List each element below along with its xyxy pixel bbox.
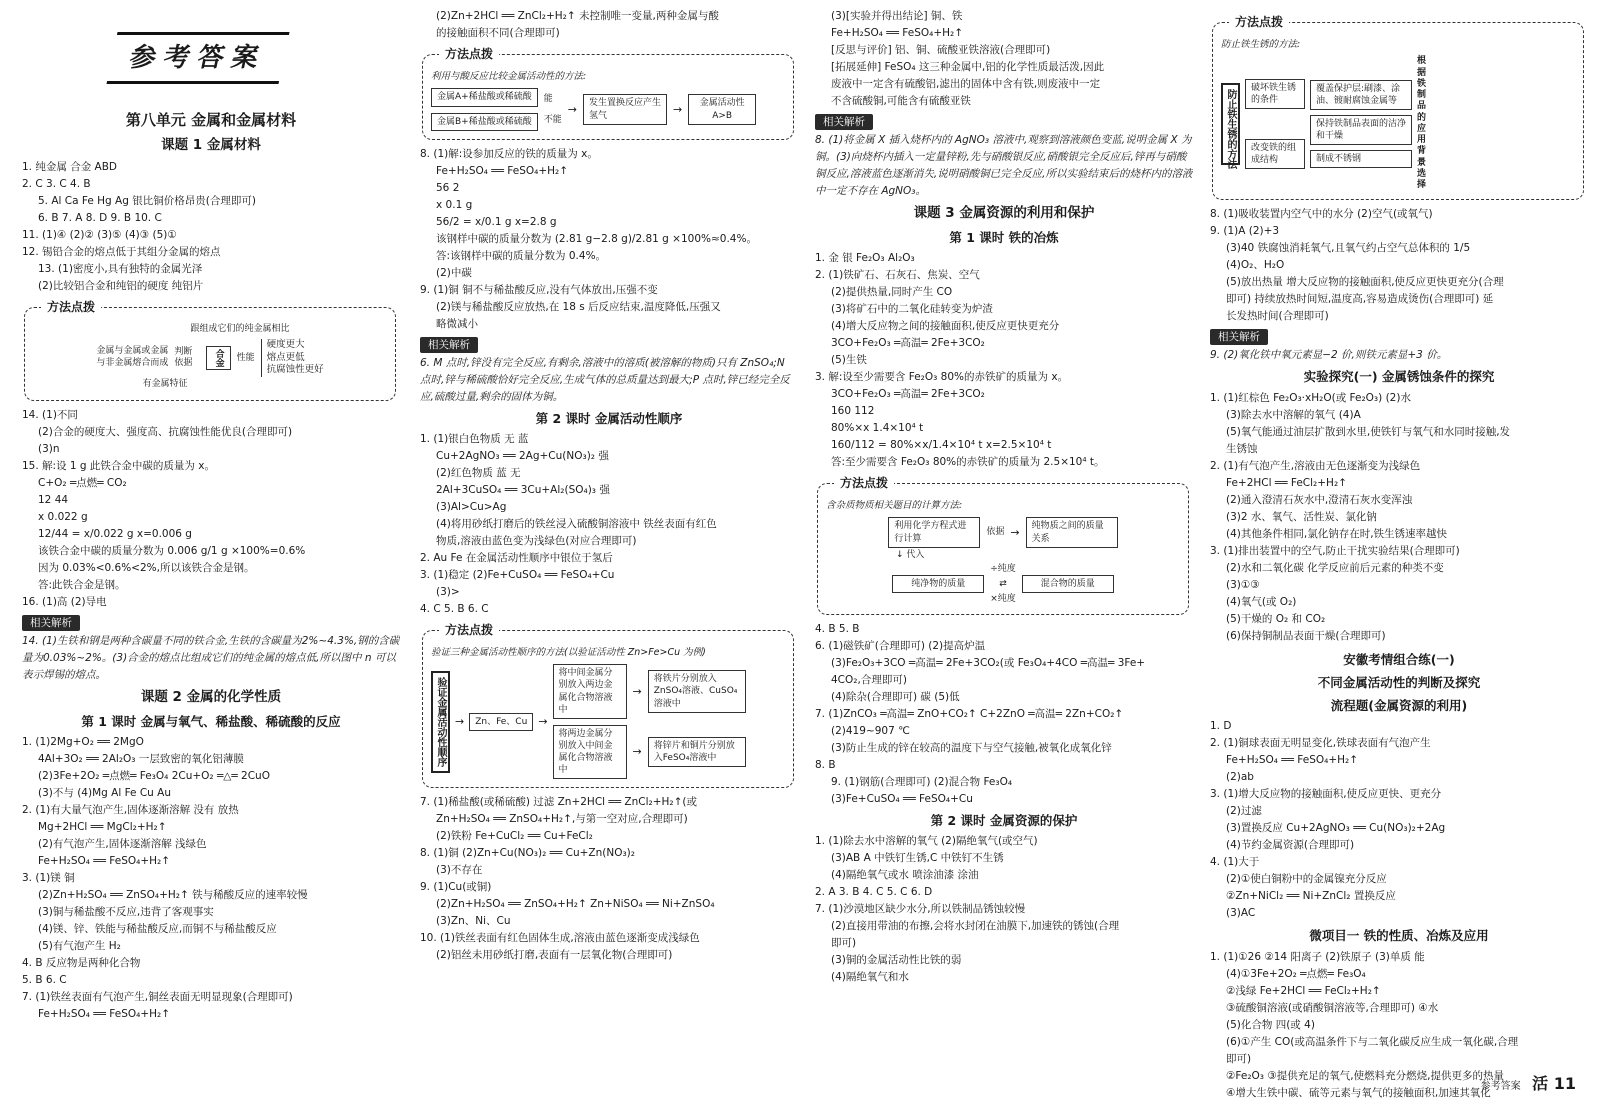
answer-line: Fe+H₂SO₄ ══ FeSO₄+H₂↑ (831, 27, 964, 39)
answer-line: (5)生铁 (831, 354, 867, 367)
answer-line: 3. (1)稳定 (2)Fe+CuSO₄ ══ FeSO₄+Cu (420, 568, 615, 581)
answer-line: (2)3Fe+2O₂ ═点燃═ Fe₃O₄ 2Cu+O₂ ═△═ 2CuO (38, 769, 270, 782)
arrow-icon: → (672, 102, 683, 116)
column-4 (1210, 8, 1588, 1098)
diagram-node: 破坏铁生锈的条件 (1245, 79, 1305, 109)
answer-line: ④增大生铁中碳、硫等元素与氧气的接触面积,加速其氧化 (1226, 1086, 1491, 1098)
answer-line: 4CO₂,合理即可) (831, 674, 907, 687)
down-arrow-icon: ↓ (896, 549, 904, 560)
answer-line: 12/44 = x/0.022 g x=0.006 g (38, 527, 192, 540)
answer-line: 6. (1)磁铁矿(合理即可) (2)提高炉温 (815, 640, 986, 653)
box-title: 方法点拨 (41, 298, 101, 316)
section-subtitle: 流程题(金属资源的利用) (1330, 698, 1468, 714)
answer-line: 4. B 反应物是两种化合物 (22, 956, 141, 969)
answer-line: (4)①3Fe+2O₂ ═点燃═ Fe₃O₄ (1226, 967, 1366, 980)
answer-line: (3)[实验并得出结论] 铜、铁 (831, 10, 963, 22)
arrow-icon: → (632, 745, 642, 759)
answer-line: [拓展延伸] FeSO₄ 这三种金属中,铝的化学性质最活泼,因此 (831, 61, 1105, 73)
answer-group (22, 407, 400, 611)
section-subtitle: 不同金属活动性的判断及探究 (1317, 674, 1481, 690)
answer-line: 即可) (1226, 1052, 1252, 1065)
answer-line: (3)铜与稀盐酸不反应,违背了客观事实 (38, 905, 214, 918)
column-1 (22, 8, 400, 1098)
answer-line: (4)节约金属资源(合理即可) (1226, 839, 1355, 852)
diagram-node: Zn、Fe、Cu (469, 713, 533, 731)
answer-line: (4)隔绝氧气和水 (831, 971, 909, 984)
diagram-node: 纯物质之间的质量关系 (1026, 517, 1118, 547)
answer-line: (4)氧气(或 O₂) (1226, 595, 1297, 608)
answer-line: (2)水和二氧化碳 化学反应前后元素的种类不变 (1226, 561, 1444, 574)
diagram-node: 金属B+稀盐酸或稀硫酸 (431, 113, 538, 131)
answer-line: Cu+2AgNO₃ ══ 2Ag+Cu(NO₃)₂ 强 (436, 449, 609, 462)
diagram-node: 制成不锈钢 (1310, 150, 1412, 168)
answer-line: 12 44 (38, 493, 69, 506)
answer-line: (4)其他条件相同,氯化钠存在时,铁生锈速率越快 (1226, 527, 1448, 540)
diagram-label: 性能 (236, 352, 255, 363)
diagram-node: 将中间金属分别放入两边金属化合物溶液中 (553, 664, 627, 719)
answer-line: 5. Al Ca Fe Hg Ag 银比铜价格昂贵(合理即可) (38, 195, 256, 208)
answer-line: 3. 解:设至少需要含 Fe₂O₃ 80%的赤铁矿的质量为 x。 (815, 371, 1069, 384)
related-analysis-tag: 相关解析 (815, 114, 873, 130)
diagram-node: 保持铁制品表面的洁净和干燥 (1310, 115, 1412, 145)
answer-line: 不含硫酸铜,可能含有硫酸亚铁 (831, 95, 971, 107)
diagram-label: 抗腐蚀性更好 (266, 364, 324, 376)
answer-line: 2. C 3. C 4. B (22, 178, 91, 191)
diagram-node: 将铁片分别放入ZnSO₄溶液、CuSO₄溶液中 (648, 670, 746, 712)
answer-group (1210, 390, 1588, 645)
answer-line: 答:至少需要含 Fe₂O₃ 80%的赤铁矿的质量为 2.5×10⁴ t。 (831, 456, 1105, 469)
answer-line: (3)Fe₂O₃+3CO ═高温═ 2Fe+3CO₂(或 Fe₃O₄+4CO ═高温═ 3Fe+ (831, 657, 1146, 670)
answer-line: 1. 纯金属 合金 ABD (22, 161, 118, 174)
answer-line: [反思与评价] 铝、铜、硫酸亚铁溶液(合理即可) (831, 44, 1051, 56)
diagram-label: 跟组成它们的纯金属相比 (190, 324, 290, 335)
answer-line: (2)合金的硬度大、强度高、抗腐蚀性能优良(合理即可) (38, 425, 293, 438)
answer-line: 5. B 6. C (22, 973, 67, 986)
arrow-icon: → (455, 714, 465, 728)
answer-line: 即可) 持续放热时间短,温度高,容易造成烫伤(合理即可) 延 (1226, 293, 1494, 306)
answer-line: 4. B 5. B (815, 623, 860, 636)
answer-line: (3)AC (1226, 907, 1256, 920)
answer-line: 16. (1)高 (2)导电 (22, 595, 107, 608)
diagram-label: 能 (543, 93, 553, 104)
answer-line: (2)①使白铜粉中的金属镍充分反应 (1226, 873, 1387, 886)
answer-line: 9. (1)Cu(或铜) (420, 881, 492, 894)
answer-line: 因为 0.03%<0.6%<2%,所以该铁合金是钢。 (38, 561, 255, 574)
method-tip-box (422, 622, 794, 789)
answer-line: Fe+H₂SO₄ ══ FeSO₄+H₂↑ (38, 854, 171, 867)
answer-line: 2. (1)铜球表面无明显变化,铁球表面有气泡产生 (1210, 737, 1431, 750)
answer-line: 2. A 3. B 4. C 5. C 6. D (815, 886, 933, 899)
answer-line: 8. (1)吸收装置内空气中的水分 (2)空气(或氧气) (1210, 208, 1433, 221)
answer-line: 2Al+3CuSO₄ ══ 3Cu+Al₂(SO₄)₃ 强 (436, 483, 610, 496)
answer-line: 11. (1)④ (2)② (3)⑤ (4)③ (5)① (22, 229, 177, 242)
answer-line: (2)Zn+2HCl ══ ZnCl₂+H₂↑ 未控制唯一变量,两种金属与酸 (436, 10, 719, 22)
answer-line: 2. Au Fe 在金属活动性顺序中银位于氢后 (420, 551, 613, 564)
answer-line: 答:该钢样中碳的质量分数为 0.4%。 (436, 249, 607, 262)
answer-line: 生锈蚀 (1226, 442, 1258, 455)
answer-line: (2)镁与稀盐酸反应放热,在 18 s 后反应结束,温度降低,压强又 (436, 300, 721, 313)
diagram-label: 金属与金属或金属 (96, 346, 169, 357)
related-analysis-tag: 相关解析 (22, 615, 80, 631)
answer-line: 7. (1)沙漠地区缺少水分,所以铁制品锈蚀较慢 (815, 903, 1026, 916)
answer-line: 略微减小 (436, 317, 478, 330)
answer-group (1210, 718, 1588, 922)
answer-line: 废液中一定含有硫酸铝,滤出的固体中含有铁,则废液中一定 (831, 78, 1101, 90)
diagram-node: 将两边金属分别放入中间金属化合物溶液中 (553, 725, 627, 780)
arrow-icon: → (632, 684, 642, 698)
answer-line: 1. (1)红棕色 Fe₂O₃·xH₂O(或 Fe₂O₃) (2)水 (1210, 391, 1411, 404)
answer-line: (6)①产生 CO(或高温条件下与二氧化碳反应生成一氧化碳,合理 (1226, 1035, 1519, 1048)
answer-line: 14. (1)不同 (22, 408, 78, 421)
answer-line: (3)> (436, 585, 460, 598)
answer-line: 13. (1)密度小,具有独特的金属光泽 (38, 263, 203, 276)
answer-line: (3)Zn、Ni、Cu (436, 915, 511, 928)
page-footer (1481, 1071, 1576, 1097)
analysis-note: 8. (1)将金属 X 插入烧杯内的 AgNO₃ 溶液中,观察到溶液颜色变蓝,说明金属 X 为铜。(3)向烧杯内插入一定量锌粉,先与硝酸银反应,硝酸银完全反应后,锌再与硝酸铜反应,溶液蓝色逐渐消失,说明硝酸铜已完全反应,所以实验结束后的烧杯内的溶液中一定不存在 AgNO₃。 (815, 134, 1193, 197)
answer-line: 4. C 5. B 6. C (420, 602, 489, 615)
diagram-label: 不能 (543, 114, 562, 125)
answer-group (420, 431, 798, 618)
section-title: 安徽考情组合练(一) (1343, 651, 1455, 667)
answer-line: (2)铝丝未用砂纸打磨,表面有一层氧化物(合理即可) (436, 949, 673, 962)
diagram-label: 硬度更大 (266, 338, 305, 350)
analysis-note: 9. (2)氧化铁中氧元素显−2 价,则铁元素显+3 价。 (1210, 349, 1448, 362)
analysis-note: 6. M 点时,锌没有完全反应,有剩余,溶液中的溶质(被溶解的物质)只有 ZnSO₄;N 点时,锌与稀硫酸恰好完全反应,生成气体的总质量达到最大;P 点时,锌已经完全反应,硫酸过量,剩余的固体为铜。 (420, 356, 790, 403)
answer-line: 9. (1)铜 铜不与稀盐酸反应,没有气体放出,压强不变 (420, 283, 658, 296)
answer-line: C+O₂ ═点燃═ CO₂ (38, 476, 127, 489)
answer-line: (3)40 铁腐蚀消耗氧气,且氧气约占空气总体积的 1/5 (1226, 242, 1471, 255)
diagram-node: 金属活动性 A>B (688, 94, 756, 124)
answer-line: (2)通入澄清石灰水中,澄清石灰水变浑浊 (1226, 493, 1413, 506)
answer-line: (2)ab (1226, 771, 1254, 784)
answer-line: (3)置换反应 Cu+2AgNO₃ ══ Cu(NO₃)₂+2Ag (1226, 822, 1446, 835)
answer-group (420, 8, 798, 42)
box-title: 方法点拨 (834, 474, 894, 492)
analysis-note: 14. (1)生铁和钢是两种含碳量不同的铁合金,生铁的含碳量为2%~4.3%,钢的含碳量为0.03%~2%。(3)合金的熔点比组成它们的纯金属的熔点低,所以图中 n 可以表示焊锡的熔点。 (22, 634, 400, 681)
diagram-node: 改变铁的组成结构 (1245, 139, 1305, 169)
answer-line: (2)红色物质 蓝 无 (436, 466, 521, 479)
answer-banner: 参考答案 (106, 32, 289, 84)
answer-line: 1. D (1210, 720, 1232, 733)
answer-line: Mg+2HCl ══ MgCl₂+H₂↑ (38, 820, 167, 833)
answer-line: 该钢样中碳的质量分数为 (2.81 g−2.8 g)/2.81 g ×100%≈0.4%。 (436, 232, 757, 245)
answer-group (420, 146, 798, 333)
answer-line: (3)2 水、氧气、活性炭、氯化钠 (1226, 510, 1377, 523)
answer-line: 7. (1)稀盐酸(或稀硫酸) 过滤 Zn+2HCl ══ ZnCl₂+H₂↑(或 (420, 796, 697, 809)
box-intro: 验证三种金属活动性顺序的方法(以验证活动性 Zn>Fe>Cu 为例) (431, 646, 706, 658)
answer-line: (3)除去水中溶解的氧气 (4)A (1226, 408, 1361, 421)
answer-line: (3)AB A 中铁钉生锈,C 中铁钉不生锈 (831, 852, 1004, 865)
answer-line: (3)Al>Cu>Ag (436, 500, 507, 513)
diagram-label: 判断依据 (174, 347, 193, 369)
period-title: 第 2 课时 金属活动性顺序 (535, 410, 683, 426)
answer-line: 160/112 = 80%×x/1.4×10⁴ t x=2.5×10⁴ t (831, 439, 1052, 452)
diagram-node: 金属A+稀盐酸或稀硫酸 (431, 88, 538, 106)
column-3 (815, 8, 1193, 1098)
answer-line: 10. (1)铁丝表面有红色固体生成,溶液由蓝色逐渐变成浅绿色 (420, 932, 700, 945)
answer-line: 3. (1)增大反应物的接触面积,使反应更快、更充分 (1210, 788, 1442, 801)
answer-group (815, 250, 1193, 471)
answer-line: Zn+H₂SO₄ ══ ZnSO₄+H₂↑,与第一空对应,合理即可) (436, 813, 688, 826)
answer-group (815, 8, 1193, 110)
answer-line: (2)有气泡产生,固体逐渐溶解 浅绿色 (38, 837, 207, 850)
diagram-node: 将锌片和铜片分别放入FeSO₄溶液中 (648, 737, 746, 767)
answer-line: (3)防止生成的锌在较高的温度下与空气接触,被氧化成氧化锌 (831, 742, 1112, 755)
answer-line: 56/2 = x/0.1 g x=2.8 g (436, 215, 557, 228)
diagram-node: 覆盖保护层:刷漆、涂油、镀耐腐蚀金属等 (1310, 80, 1412, 110)
answer-line: 1. (1)除去水中溶解的氧气 (2)隔绝氧气(或空气) (815, 835, 1038, 848)
arrow-icon: ⇄ (999, 578, 1007, 589)
diagram-node: 防止铁生锈的方法 (1221, 83, 1240, 165)
answer-line: (3)不与 (4)Mg Al Fe Cu Au (38, 786, 172, 799)
diagram-node: 发生置换反应产生氢气 (583, 94, 667, 124)
method-tip-box (24, 300, 396, 401)
answer-line: (4)O₂、H₂O (1226, 259, 1285, 272)
period-title: 第 1 课时 金属与氧气、稀盐酸、稀硫酸的反应 (81, 713, 341, 729)
answer-line: 1. (1)①26 ②14 阳离子 (2)铁原子 (3)单质 能 (1210, 950, 1425, 963)
section-title: 微项目一 铁的性质、冶炼及应用 (1309, 928, 1489, 944)
answer-line: (2)比较铝合金和纯铝的硬度 纯铝片 (38, 280, 204, 293)
answer-line: (3)Fe+CuSO₄ ══ FeSO₄+Cu (831, 793, 973, 806)
diagram-label: 与非金属熔合而成 (96, 358, 169, 369)
method-tip-box (422, 47, 794, 140)
footer-label: 参考答案 (1480, 1081, 1521, 1093)
answer-line: 3CO+Fe₂O₃ ═高温═ 2Fe+3CO₂ (831, 337, 985, 350)
answer-line: 15. 解:设 1 g 此铁合金中碳的质量为 x。 (22, 459, 215, 472)
diagram-label: ×纯度 (990, 593, 1016, 604)
answer-line: 该铁合金中碳的质量分数为 0.006 g/1 g ×100%=0.6% (38, 544, 306, 557)
answer-group (1210, 206, 1588, 325)
answer-line: (2)铁粉 Fe+CuCl₂ ══ Cu+FeCl₂ (436, 830, 593, 843)
answer-group (22, 734, 400, 1023)
answer-line: (5)氧气能通过油层扩散到水里,使铁钉与氧气和水同时接触,发 (1226, 425, 1511, 438)
answer-line: ②浅绿 Fe+2HCl ══ FeCl₂+H₂↑ (1226, 984, 1381, 997)
answer-line: 160 112 (831, 405, 875, 418)
answer-line: 长发热时间(合理即可) (1226, 310, 1329, 323)
box-title: 方法点拨 (439, 621, 499, 639)
answer-line: (2)直接用带油的布擦,会将水封闭在油膜下,加速铁的锈蚀(合理 (831, 920, 1120, 933)
diagram-node: 合金 (206, 346, 230, 370)
answer-line: 3. (1)镁 铜 (22, 871, 75, 884)
answer-group (22, 159, 400, 295)
lesson-title: 课题 3 金属资源的利用和保护 (913, 205, 1095, 221)
box-intro: 含杂质物质相关题目的计算方法: (826, 500, 963, 512)
answer-line: 4. (1)大于 (1210, 856, 1260, 869)
method-tip-box (1212, 15, 1584, 200)
answer-line: 1. (1)银白色物质 无 蓝 (420, 432, 529, 445)
diagram-label: 依据 (986, 527, 1005, 538)
answer-line: 6. B 7. A 8. D 9. B 10. C (38, 212, 162, 225)
unit-title: 第八单元 金属和金属材料 (125, 111, 297, 130)
answer-line: (2)中碳 (436, 266, 472, 279)
answer-line: (4)隔绝氧气或水 喷涂油漆 涂油 (831, 869, 979, 882)
answer-line: Fe+2HCl ══ FeCl₂+H₂↑ (1226, 476, 1347, 489)
answer-line: (2)419~907 ℃ (831, 725, 910, 738)
answer-line: 7. (1)铁丝表面有气泡产生,铜丝表面无明显现象(合理即可) (22, 990, 293, 1003)
answer-line: 8. B (815, 759, 836, 772)
answer-line: (4)将用砂纸打磨后的铁丝浸入硫酸铜溶液中 铁丝表面有红色 (436, 517, 717, 530)
answer-line: 9. (1)A (2)+3 (1210, 225, 1280, 238)
answer-line: 56 2 (436, 181, 460, 194)
answer-line: Fe+H₂SO₄ ══ FeSO₄+H₂↑ (1226, 754, 1359, 767)
answer-line: 12. 锡铅合金的熔点低于其组分金属的熔点 (22, 246, 221, 259)
answer-line: (3)不存在 (436, 864, 483, 877)
column-2 (420, 8, 798, 1098)
answer-line: 8. (1)解:设参加反应的铁的质量为 x。 (420, 147, 598, 160)
arrow-icon: → (567, 102, 577, 116)
answer-line: (4)除杂(合理即可) 碳 (5)低 (831, 691, 960, 704)
diagram-label: 有金属特征 (142, 379, 188, 390)
answer-line: 80%×x 1.4×10⁴ t (831, 422, 924, 435)
answer-line: (2)提供热量,同时产生 CO (831, 286, 953, 299)
answer-line: Fe+H₂SO₄ ══ FeSO₄+H₂↑ (38, 1007, 171, 1020)
answer-line: (2)Zn+H₂SO₄ ══ ZnSO₄+H₂↑ Zn+NiSO₄ ══ Ni+ZnSO₄ (436, 898, 715, 911)
answer-line: 的接触面积不同(合理即可) (436, 27, 560, 39)
answer-line: (2)Zn+H₂SO₄ ══ ZnSO₄+H₂↑ 铁与稀酸反应的速率较慢 (38, 888, 308, 901)
answer-line: (5)干燥的 O₂ 和 CO₂ (1226, 612, 1326, 625)
lesson-title: 课题 1 金属材料 (161, 137, 261, 154)
answer-line: 1. 金 银 Fe₂O₃ Al₂O₃ (815, 252, 915, 265)
answer-line: (3)①③ (1226, 578, 1260, 591)
answer-group (815, 833, 1193, 986)
lesson-title: 课题 2 金属的化学性质 (140, 688, 282, 705)
answer-line: 7. (1)ZnCO₃ ═高温═ ZnO+CO₂↑ C+2ZnO ═高温═ 2Zn+CO₂↑ (815, 708, 1124, 721)
period-title: 第 2 课时 金属资源的保护 (930, 813, 1078, 829)
answer-line: (5)化合物 四(或 4) (1226, 1018, 1315, 1031)
answer-line: 4Al+3O₂ ══ 2Al₂O₃ 一层致密的氧化铝薄膜 (38, 752, 244, 765)
answer-line: (5)放出热量 增大反应物的接触面积,使反应更快更充分(合理 (1226, 276, 1504, 289)
answer-line: 3CO+Fe₂O₃ ═高温═ 2Fe+3CO₂ (831, 388, 985, 401)
answer-group (815, 621, 1193, 808)
diagram-node: 验证金属活动性顺序 (431, 671, 450, 773)
answer-line: 8. (1)铜 (2)Zn+Cu(NO₃)₂ ══ Cu+Zn(NO₃)₂ (420, 847, 635, 860)
diagram-label: 熔点更低 (266, 351, 305, 363)
answer-line: (2)过滤 (1226, 805, 1262, 818)
answer-line: 物质,溶液由蓝色变为浅绿色(对应合理即可) (436, 534, 637, 547)
answer-line: 2. (1)有大量气泡产生,固体逐渐溶解 没有 放热 (22, 803, 239, 816)
diagram-label: 代入 (906, 549, 925, 560)
answer-line: (3)将矿石中的二氧化硅转变为炉渣 (831, 303, 993, 316)
page-number: 活 11 (1532, 1074, 1576, 1094)
answer-line: 答:此铁合金是钢。 (38, 578, 126, 591)
answer-line: x 0.022 g (38, 510, 88, 523)
answer-line: (6)保持铜制品表面干燥(合理即可) (1226, 629, 1386, 642)
answer-line: (4)镁、锌、铁能与稀盐酸反应,而铜不与稀盐酸反应 (38, 922, 277, 935)
answer-line: 2. (1)铁矿石、石灰石、焦炭、空气 (815, 269, 980, 282)
answer-line: (3)铜的金属活动性比铁的弱 (831, 954, 962, 967)
section-title: 实验探究(一) 金属锈蚀条件的探究 (1303, 369, 1495, 385)
answer-line: (5)有气泡产生 H₂ (38, 939, 121, 952)
diagram-label: 根据铁制品的应用背景选择 (1417, 56, 1427, 191)
method-tip-box (817, 476, 1189, 615)
diagram-node: 混合物的质量 (1022, 575, 1114, 593)
answer-line: 即可) (831, 937, 857, 950)
answer-line: 2. (1)有气泡产生,溶液由无色逐渐变为浅绿色 (1210, 459, 1421, 472)
answer-line: 3. (1)排出装置中的空气,防止干扰实验结果(合理即可) (1210, 544, 1460, 557)
answer-line: (3)n (38, 442, 60, 455)
period-title: 第 1 课时 铁的冶炼 (949, 229, 1059, 245)
answer-line: 1. (1)2Mg+O₂ ══ 2MgO (22, 735, 144, 748)
diagram-node: 纯净物的质量 (892, 575, 984, 593)
diagram-node: 利用化学方程式进行计算 (888, 517, 980, 547)
answer-line: ②Fe₂O₃ ③提供充足的氧气,使燃料充分燃烧,提供更多的热量 (1226, 1069, 1504, 1082)
box-title: 方法点拨 (439, 45, 499, 63)
answer-line: 9. (1)钢筋(合理即可) (2)混合物 Fe₃O₄ (831, 776, 1013, 789)
answer-group (420, 794, 798, 964)
diagram-label: ÷纯度 (990, 564, 1016, 575)
answer-line: ②Zn+NiCl₂ ══ Ni+ZnCl₂ 置换反应 (1226, 890, 1396, 903)
box-title: 方法点拨 (1229, 13, 1289, 31)
related-analysis-tag: 相关解析 (420, 337, 478, 353)
answer-line: x 0.1 g (436, 198, 473, 211)
related-analysis-tag: 相关解析 (1210, 329, 1268, 345)
answer-line: Fe+H₂SO₄ ══ FeSO₄+H₂↑ (436, 164, 569, 177)
arrow-icon: → (1010, 525, 1020, 539)
arrow-icon: → (538, 714, 548, 728)
answer-line: ③硫酸铜溶液(或硝酸铜溶液等,合理即可) ④水 (1226, 1001, 1439, 1014)
box-intro: 利用与酸反应比较金属活动性的方法: (431, 71, 587, 82)
answer-line: (4)增大反应物之间的接触面积,使反应更快更充分 (831, 320, 1060, 333)
box-intro: 防止铁生锈的方法: (1221, 39, 1301, 50)
